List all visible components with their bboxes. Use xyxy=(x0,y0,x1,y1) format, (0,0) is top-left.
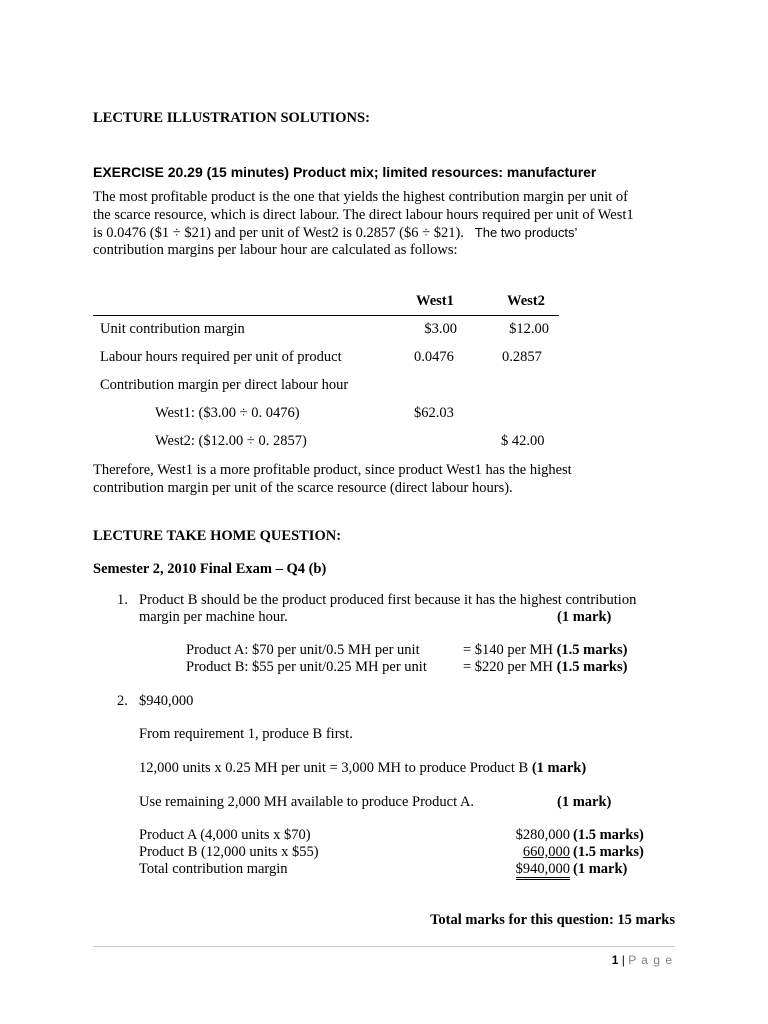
exercise-title: EXERCISE 20.29 (15 minutes) Product mix; limited resources: manufacturer xyxy=(93,164,597,180)
q2-product-b-value: 660,000 xyxy=(522,844,570,860)
q1-calc-b-result xyxy=(463,659,627,676)
section-heading-illustration: LECTURE ILLUSTRATION SOLUTIONS: xyxy=(93,110,370,126)
q2-number: 2. xyxy=(117,693,128,709)
q1-line-1: Product B should be the product produced first because it has the highest contribution xyxy=(139,592,637,608)
q1-calc-b: Product B: $55 per unit/0.25 MH per unit xyxy=(186,659,427,675)
q2-line-3: Use remaining 2,000 MH available to produce Product A. xyxy=(139,794,475,810)
table-cell: $ 42.00 xyxy=(501,433,545,449)
intro-line-1: The most profitable product is the one that yields the highest contribution margin per unit of xyxy=(93,189,628,205)
q2-line-1: From requirement 1, produce B first. xyxy=(139,726,353,742)
q2-product-a-value: $280,000 xyxy=(515,827,570,843)
table-cell: $62.03 xyxy=(414,405,454,421)
q2-line-2-text: 12,000 units x 0.25 MH per unit = 3,000 MH to produce Product B xyxy=(139,760,529,776)
intro-line-3 xyxy=(93,224,577,242)
q2-product-b-mark: (1.5 marks) xyxy=(573,844,644,860)
q1-mark: (1 mark) xyxy=(557,609,612,625)
q2-total-value-wrap xyxy=(470,861,570,878)
intro-line-3-text: is 0.0476 ($1 ÷ $21) and per unit of West2 is 0.2857 ($6 ÷ $21). xyxy=(93,225,464,241)
q2-answer: $940,000 xyxy=(139,693,194,709)
table-cell: 0.2857 xyxy=(502,349,542,365)
intro-line-4: contribution margins per labour hour are calculated as follows: xyxy=(93,242,458,258)
q1-calc-b-value: = $220 per MH xyxy=(463,659,553,675)
table-row-label: Contribution margin per direct labour hour xyxy=(100,377,349,393)
table-cell: $12.00 xyxy=(509,321,549,337)
page-number: 1 xyxy=(611,953,619,967)
q1-calc-b-mark: (1.5 marks) xyxy=(556,659,628,675)
section-heading-take-home: LECTURE TAKE HOME QUESTION: xyxy=(93,528,342,544)
table-header-rule xyxy=(93,315,559,316)
table-row-label: West2: ($12.00 ÷ 0. 2857) xyxy=(155,433,307,449)
page-footer xyxy=(560,953,673,967)
q2-line-2-mark: (1 mark) xyxy=(531,760,587,776)
q2-product-b-label: Product B (12,000 units x $55) xyxy=(139,844,319,860)
q2-total-value: $940,000 xyxy=(516,861,570,880)
q2-line-3-mark: (1 mark) xyxy=(557,794,612,810)
table-row-label: West1: ($3.00 ÷ 0. 0476) xyxy=(155,405,300,421)
q2-product-a-label: Product A (4,000 units x $70) xyxy=(139,827,311,843)
table-cell: 0.0476 xyxy=(414,349,454,365)
q2-line-2 xyxy=(139,760,586,777)
q2-total-label: Total contribution margin xyxy=(139,861,288,877)
footer-rule xyxy=(93,946,675,947)
table-header-west2: West2 xyxy=(507,293,545,309)
q1-number: 1. xyxy=(117,592,128,608)
table-cell: $3.00 xyxy=(424,321,457,337)
q2-total-mark: (1 mark) xyxy=(573,861,628,877)
q2-product-b-value-wrap xyxy=(470,844,570,861)
q1-calc-a-mark: (1.5 marks) xyxy=(556,642,628,658)
conclusion-line-2: contribution margin per unit of the scarce resource (direct labour hours). xyxy=(93,480,513,496)
intro-line-2: the scarce resource, which is direct labour. The direct labour hours required per unit of West1 xyxy=(93,207,634,223)
page-separator: | xyxy=(621,953,625,967)
q1-calc-a-result xyxy=(463,642,627,659)
intro-line-3-sans: The two products’ xyxy=(474,225,578,240)
q2-product-a-mark: (1.5 marks) xyxy=(573,827,644,843)
q1-calc-a: Product A: $70 per unit/0.5 MH per unit xyxy=(186,642,420,658)
table-row-label: Unit contribution margin xyxy=(100,321,245,337)
exam-heading: Semester 2, 2010 Final Exam – Q4 (b) xyxy=(93,561,327,577)
page-label: P a g e xyxy=(628,953,673,967)
table-row-label: Labour hours required per unit of product xyxy=(100,349,342,365)
q1-line-2: margin per machine hour. xyxy=(139,609,288,625)
q1-calc-a-value: = $140 per MH xyxy=(463,642,553,658)
total-marks: Total marks for this question: 15 marks xyxy=(430,912,675,928)
conclusion-line-1: Therefore, West1 is a more profitable product, since product West1 has the highest xyxy=(93,462,572,478)
table-header-west1: West1 xyxy=(416,293,454,309)
